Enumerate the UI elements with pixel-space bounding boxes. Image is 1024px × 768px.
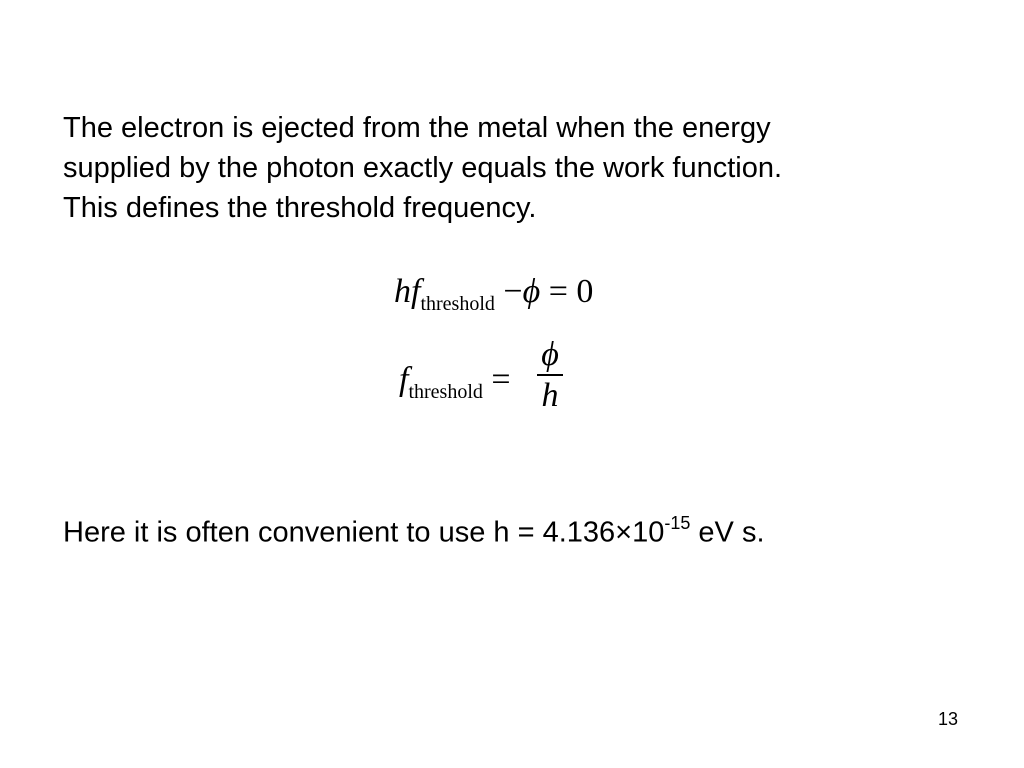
eq1-equals-sign: = xyxy=(548,273,568,310)
eq2-fraction-bar xyxy=(537,374,563,376)
intro-paragraph xyxy=(63,108,963,228)
note-text: Here it is often convenient to use h = 4.136×10 xyxy=(63,516,665,549)
note-suffix: eV s. xyxy=(690,516,765,549)
threshold-energy-equation xyxy=(394,272,593,316)
eq2-denominator: h xyxy=(541,377,559,414)
eq2-threshold-subscript: threshold xyxy=(408,381,483,403)
eq1-frequency-symbol: f xyxy=(411,273,421,310)
intro-line-3: This defines the threshold frequency. xyxy=(63,192,537,224)
intro-line-1: The electron is ejected from the metal when the energy xyxy=(63,112,771,144)
eq1-work-function-symbol: ϕ xyxy=(522,273,541,310)
eq2-fraction xyxy=(537,338,563,414)
eq1-planck-symbol: h xyxy=(394,273,411,310)
eq1-threshold-subscript: threshold xyxy=(420,293,495,315)
note-exponent: -15 xyxy=(664,513,691,533)
page-number: 13 xyxy=(938,709,959,729)
eq2-numerator: ϕ xyxy=(541,336,559,373)
eq1-minus-sign: − xyxy=(503,273,523,310)
planck-constant-note xyxy=(63,505,765,553)
eq1-rhs-value: 0 xyxy=(576,273,594,310)
eq2-frequency-symbol: f xyxy=(399,361,409,398)
intro-line-2: supplied by the photon exactly equals the work function. xyxy=(63,152,783,184)
eq2-lhs xyxy=(399,360,511,404)
eq2-equals-sign: = xyxy=(491,361,511,398)
